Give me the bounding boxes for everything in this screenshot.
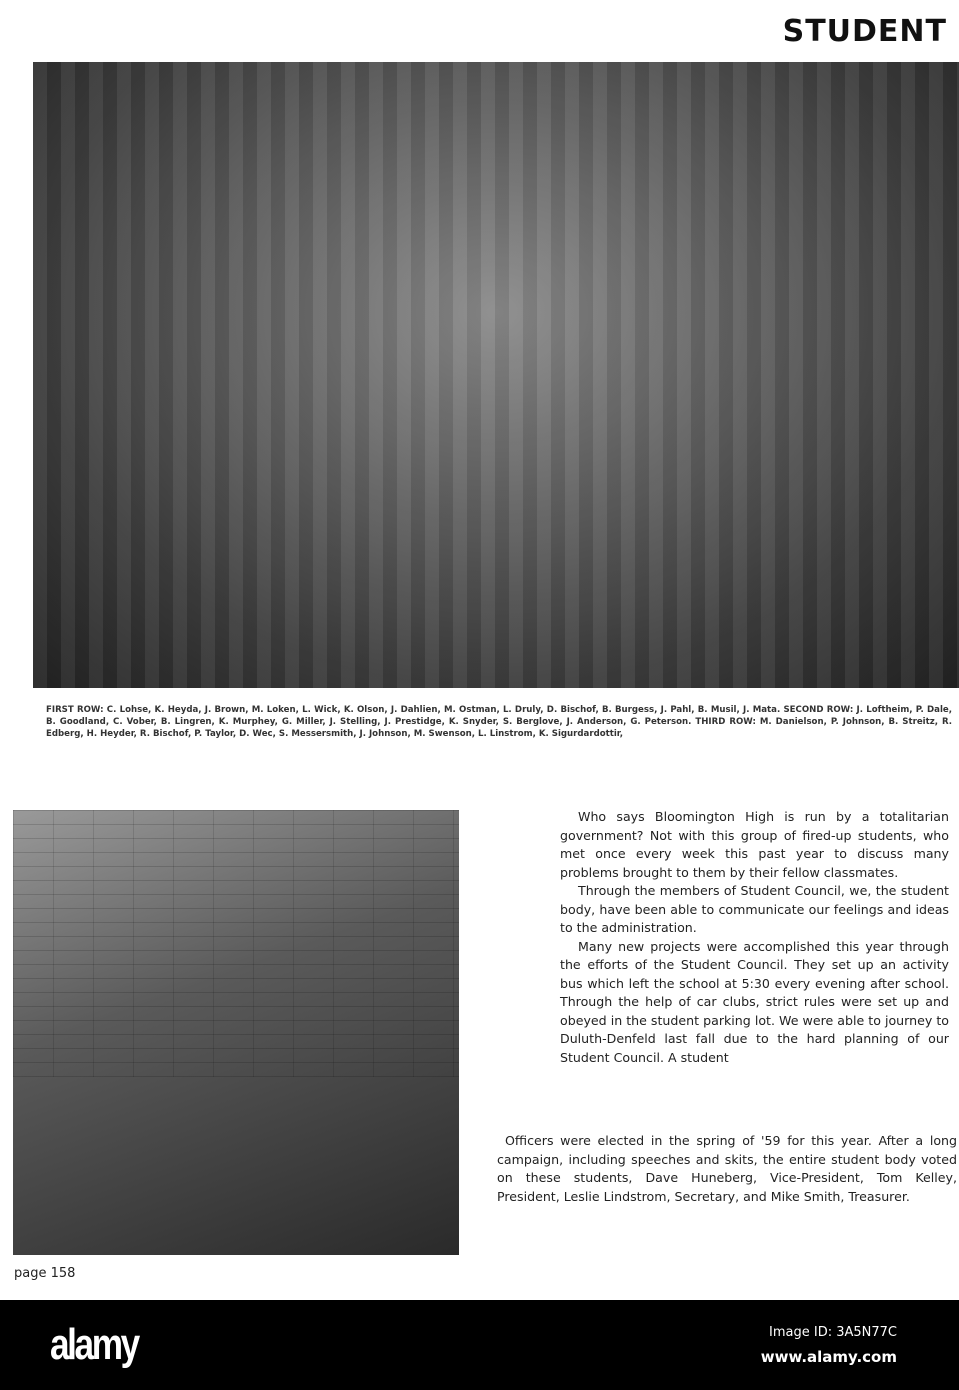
image-id: Image ID: 3A5N77C	[769, 1325, 897, 1340]
curtain-backdrop	[33, 62, 959, 688]
group-photo	[33, 62, 959, 688]
group-photo-caption: FIRST ROW: C. Lohse, K. Heyda, J. Brown, M. Loken, L. Wick, K. Olson, J. Dahlien, M. Ostman, L. Druly, D. Bischof, B. Burgess, J. Pahl, B. Musil, J. Mata. SECOND ROW: J. Loftheim, P. Dale, B. Goodland, C. Vober, B. Lingren, K. Murphey, G. Miller, J. Stelling, J. Prestidge, K. Snyder, S. Berglove, J. Anderson, G. Peterson. THIRD ROW: M. Danielson, P. Johnson, B. Streitz, R. Edberg, H. Heyder, R. Bischof, P. Taylor, D. Wec, S. Messersmith, J. Johnson, M. Swenson, L. Linstrom, K. Sigurdardottir,	[46, 705, 952, 739]
watermark-footer	[0, 1300, 959, 1390]
paragraph: Many new projects were accomplished this year through the efforts of the Student Council. They set up an activity bus which left the school at 5:30 every evening after school. Through the help of car clubs, strict rules were set up and obeyed in the student parking lot. We were able to journey to Duluth-Denfeld last fall due to the hard planning of our Student Council. A student	[560, 938, 949, 1065]
body-text	[560, 808, 949, 1067]
page-number: page 158	[14, 1266, 76, 1281]
officers-caption: Officers were elected in the spring of '59 for this year. After a long campaign, including speeches and skits, the entire student body voted on these students, Dave Huneberg, Vice-President, Tom Kelley, President, Leslie Lindstrom, Secretary, and Mike Smith, Treasurer.	[497, 1133, 957, 1204]
paragraph: Who says Bloomington High is run by a totalitarian government? Not with this group of fired-up students, who met once every week this past year to discuss many problems brought to them by their fellow classmates.	[560, 809, 949, 880]
site-url: www.alamy.com	[760, 1348, 897, 1366]
officers-photo	[13, 810, 459, 1255]
page-title: STUDENT	[782, 14, 947, 49]
brick-wall-backdrop	[13, 810, 459, 1077]
paragraph: Through the members of Student Council, we, the student body, have been able to communicate our feelings and ideas to the administration.	[560, 883, 949, 935]
alamy-logo: alamy	[50, 1320, 138, 1369]
